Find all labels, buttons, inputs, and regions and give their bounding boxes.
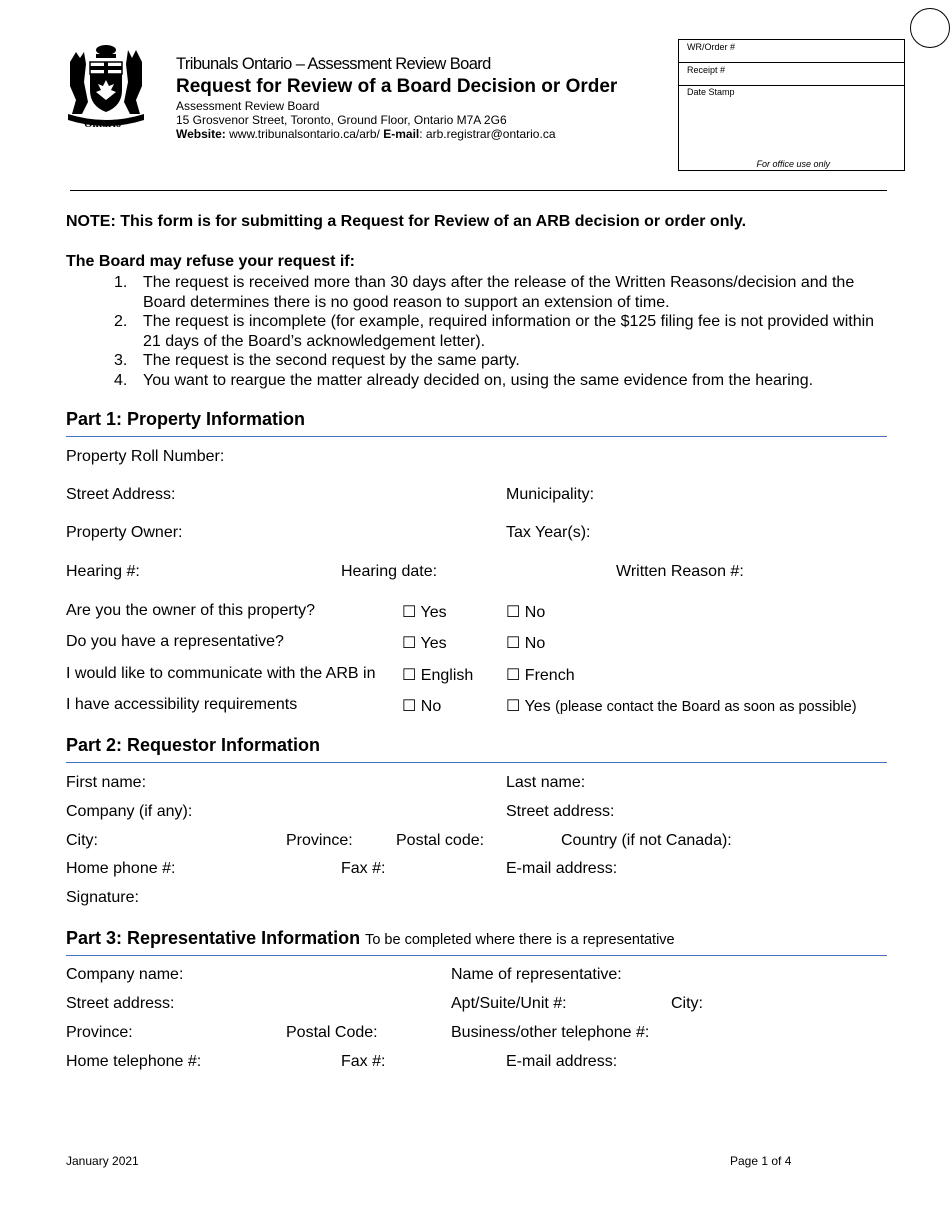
- rep-business-phone-field[interactable]: Business/other telephone #:: [451, 1024, 650, 1041]
- email-link[interactable]: : arb.registrar@ontario.ca: [419, 127, 556, 141]
- part1-divider: [66, 436, 887, 437]
- hearing-number-field[interactable]: Hearing #:: [66, 563, 140, 580]
- accessibility-yes-checkbox[interactable]: ☐ Yes: [506, 698, 551, 715]
- order-field: [679, 40, 904, 63]
- website-label: Website:: [176, 127, 226, 141]
- tax-year-field[interactable]: Tax Year(s):: [506, 524, 591, 541]
- page-number: Page 1 of 4: [730, 1154, 792, 1168]
- refuse-list: [114, 273, 894, 390]
- street-address-field[interactable]: Street Address:: [66, 486, 176, 503]
- city-field[interactable]: City:: [66, 832, 98, 849]
- postal-code-field[interactable]: Postal code:: [396, 832, 485, 849]
- home-phone-field[interactable]: Home phone #:: [66, 860, 176, 877]
- rep-fax-field[interactable]: Fax #:: [341, 1053, 386, 1070]
- country-field[interactable]: Country (if not Canada):: [561, 832, 732, 849]
- french-checkbox[interactable]: ☐ French: [506, 667, 575, 684]
- list-item: [114, 371, 894, 391]
- office-use-box: [678, 39, 905, 171]
- receipt-field: [679, 63, 904, 86]
- list-text: The request is the second request by the same party.: [143, 352, 520, 369]
- roll-number-field[interactable]: Property Roll Number:: [66, 448, 225, 465]
- municipality-field[interactable]: Municipality:: [506, 486, 595, 503]
- property-owner-field[interactable]: Property Owner:: [66, 524, 183, 541]
- part3-divider: [66, 955, 887, 956]
- rep-street-field[interactable]: Street address:: [66, 995, 175, 1012]
- website-link[interactable]: www.tribunalsontario.ca/arb/: [229, 127, 380, 141]
- organization-name: Tribunals Ontario – Assessment Review Board: [176, 55, 491, 73]
- rep-no-checkbox[interactable]: ☐ No: [506, 635, 546, 652]
- corner-circle: [910, 8, 950, 48]
- rep-city-field[interactable]: City:: [671, 995, 703, 1012]
- list-item: [114, 312, 894, 351]
- email-label: E-mail: [383, 127, 420, 141]
- footer-date: January 2021: [66, 1154, 139, 1168]
- rep-apt-field[interactable]: Apt/Suite/Unit #:: [451, 995, 567, 1012]
- address-line-2: 15 Grosvenor Street, Toronto, Ground Floor, Ontario M7A 2G6: [176, 113, 507, 127]
- owner-question: Are you the owner of this property?: [66, 602, 316, 619]
- logo-caption: Ontario: [84, 118, 122, 130]
- english-checkbox[interactable]: ☐ English: [402, 667, 474, 684]
- accessibility-question: I have accessibility requirements: [66, 696, 298, 713]
- receipt-label: Receipt #: [687, 65, 726, 75]
- accessibility-yes-option: [506, 696, 857, 716]
- rep-name-field[interactable]: Name of representative:: [451, 966, 622, 983]
- province-field[interactable]: Province:: [286, 832, 353, 849]
- office-use-note: For office use only: [756, 159, 830, 169]
- owner-yes-checkbox[interactable]: ☐ Yes: [402, 604, 447, 621]
- list-item: [114, 351, 894, 371]
- owner-no-checkbox[interactable]: ☐ No: [506, 604, 546, 621]
- form-note: NOTE: This form is for submitting a Request for Review of an ARB decision or order only.: [66, 213, 747, 230]
- list-number: 3.: [114, 352, 128, 369]
- list-text: You want to reargue the matter already decided on, using the same evidence from the hearing.: [143, 371, 814, 389]
- hearing-date-field[interactable]: Hearing date:: [341, 563, 438, 580]
- form-title: Request for Review of a Board Decision or Order: [176, 76, 618, 97]
- part2-divider: [66, 762, 887, 763]
- list-text: The request is incomplete (for example, required information or the $125 filing fee is not provided within 21 days of the Board’s acknowledgement letter).: [143, 313, 875, 350]
- signature-field[interactable]: Signature:: [66, 889, 139, 906]
- accessibility-no-checkbox[interactable]: ☐ No: [402, 698, 442, 715]
- rep-company-field[interactable]: Company name:: [66, 966, 184, 983]
- list-number: 4.: [114, 371, 128, 389]
- header-divider: [70, 190, 887, 191]
- email-field[interactable]: E-mail address:: [506, 860, 618, 877]
- rep-yes-checkbox[interactable]: ☐ Yes: [402, 635, 447, 652]
- list-number: 2.: [114, 313, 128, 330]
- written-reason-field[interactable]: Written Reason #:: [616, 563, 744, 580]
- accessibility-note: (please contact the Board as soon as possible): [555, 699, 857, 715]
- part1-heading: Part 1: Property Information: [66, 409, 306, 429]
- representative-question: Do you have a representative?: [66, 633, 284, 650]
- part3-heading: [66, 928, 675, 949]
- part3-title: Part 3: Representative Information: [66, 928, 361, 948]
- list-text: The request is received more than 30 days after the release of the Written Reasons/decision and the Board determines there is no good reason to support an extension of time.: [143, 274, 855, 311]
- list-number: 1.: [114, 274, 128, 291]
- order-label: WR/Order #: [687, 42, 736, 52]
- rep-postal-field[interactable]: Postal Code:: [286, 1024, 378, 1041]
- list-item: [114, 273, 894, 312]
- rep-province-field[interactable]: Province:: [66, 1024, 133, 1041]
- last-name-field[interactable]: Last name:: [506, 774, 586, 791]
- part3-subheading: To be completed where there is a representative: [365, 932, 675, 948]
- refuse-heading: The Board may refuse your request if:: [66, 253, 355, 270]
- rep-home-phone-field[interactable]: Home telephone #:: [66, 1053, 202, 1070]
- first-name-field[interactable]: First name:: [66, 774, 147, 791]
- company-field[interactable]: Company (if any):: [66, 803, 193, 820]
- part2-heading: Part 2: Requestor Information: [66, 735, 321, 755]
- address-line-1: Assessment Review Board: [176, 99, 320, 113]
- rep-email-field[interactable]: E-mail address:: [506, 1053, 618, 1070]
- contact-line: [176, 127, 556, 141]
- language-question: I would like to communicate with the ARB in: [66, 665, 376, 682]
- fax-field[interactable]: Fax #:: [341, 860, 386, 877]
- requestor-street-field[interactable]: Street address:: [506, 803, 615, 820]
- date-stamp-label: Date Stamp: [687, 87, 735, 97]
